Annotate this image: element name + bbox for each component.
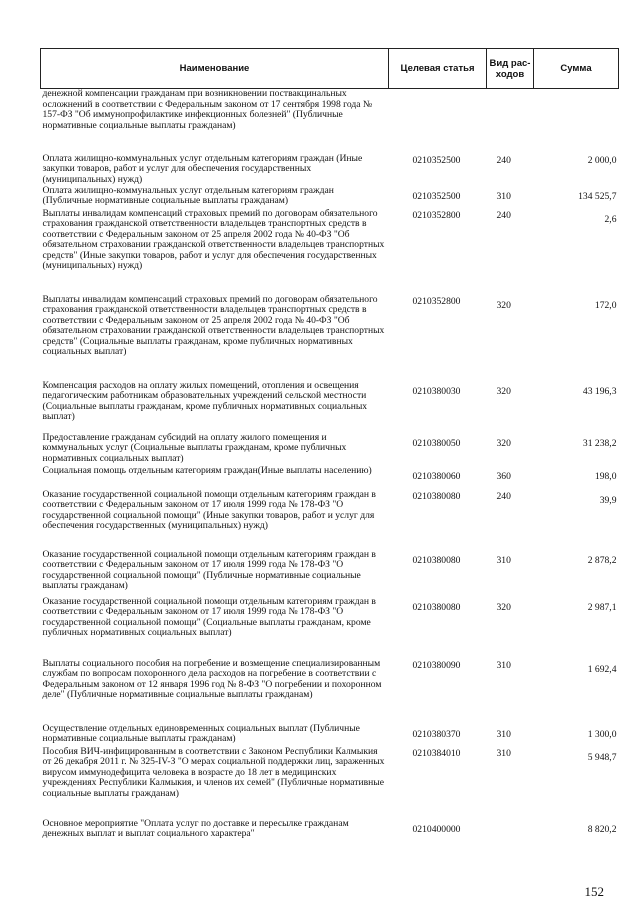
row-sum: 2 878,2 xyxy=(587,554,617,566)
header-sum: Сумма xyxy=(534,49,619,89)
table-row xyxy=(41,433,619,466)
row-sum: 2 000,0 xyxy=(587,154,617,166)
row-name: Оказание государственной социальной помощи отдельным категориям граждан в соответствии с Федеральным законом от 17 июля 1999 года № 178-ФЗ "О государственной социальной помощи" (Социальные выплаты гражданам, кроме публичных нормативных социальных выплат) xyxy=(42,595,376,639)
row-code: 0210380060 xyxy=(412,470,461,482)
row-name: Выплаты инвалидам компенсаций страховых премий по договорам обязательного страхования гражданской ответственности владельцев транспортных средств в соответствии с Федеральным законом от 25 апреля 2002 года № 40-ФЗ "Об обязательном страховании гражданской ответственности владельцев транспортных средств" (Иные закупки товаров, работ и услуг для обеспечения государственных (муниципальных) нужд) xyxy=(42,207,385,272)
table-header-row xyxy=(41,49,619,89)
row-sum: 1 300,0 xyxy=(587,728,617,740)
row-name: Предоставление гражданам субсидий на оплату жилого помещения и коммунальных услуг (Социальные выплаты гражданам, кроме публичных нормативных социальных выплат) xyxy=(42,431,347,464)
row-kind: 240 xyxy=(496,154,511,166)
row-code: 0210400000 xyxy=(412,823,461,835)
row-kind: 320 xyxy=(496,385,511,397)
row-kind: 320 xyxy=(496,601,511,613)
row-code: 0210380080 xyxy=(412,490,461,502)
row-kind: 240 xyxy=(496,490,511,502)
row-name: денежной компенсации гражданам при возникновении поствакцинальных осложнений в соответствии с Федеральным законом от 17 сентября 1998 года № 157-ФЗ "Об иммунопрофилактике инфекционных болезней" (Публичные нормативные социальные выплаты гражданам) xyxy=(42,88,373,131)
row-code: 0210380030 xyxy=(412,385,461,397)
row-code: 0210380080 xyxy=(412,601,461,613)
table-row xyxy=(41,466,619,490)
row-sum: 1 692,4 xyxy=(587,663,617,675)
budget-table xyxy=(40,48,619,845)
row-kind: 310 xyxy=(496,190,511,202)
header-expense-kind: Вид рас-ходов xyxy=(487,49,534,89)
row-code: 0210380080 xyxy=(412,554,461,566)
row-kind xyxy=(487,89,534,154)
row-name: Компенсация расходов на оплату жилых помещений, отопления и освещения педагогическим работникам образовательных учреждений сельской местности (Социальные выплаты гражданам, кроме публичных нормативных социальных выплат) xyxy=(42,379,368,423)
row-name: Оказание государственной социальной помощи отдельным категориям граждан в соответствии с Федеральным законом от 17 июля 1999 года № 178-ФЗ "О государственной социальной помощи" (Публичные нормативные социальные выплаты гражданам) xyxy=(42,548,376,592)
table-row xyxy=(41,89,619,154)
row-code: 0210380370 xyxy=(412,728,461,740)
row-sum: 31 238,2 xyxy=(582,437,617,449)
table-row xyxy=(41,295,619,381)
row-name: Оплата жилищно-коммунальных услуг отдельным категориям граждан (Публичные нормативные социальные выплаты гражданам) xyxy=(42,184,334,207)
page-number: 152 xyxy=(584,884,604,899)
row-name: Выплаты социального пособия на погребение и возмещение специализированным службам по вопросам похоронного дела расходов на погребение в соответствии с Федеральным законом от 12 января 1996 год № 8-ФЗ "О погребении и похоронном деле" (Публичные нормативные социальные выплаты гражданам) xyxy=(42,657,382,701)
table-row xyxy=(41,381,619,433)
table-row xyxy=(41,209,619,295)
row-kind: 320 xyxy=(496,437,511,449)
table-row xyxy=(41,819,619,845)
row-kind: 310 xyxy=(496,659,511,671)
table-row xyxy=(41,747,619,819)
row-kind: 310 xyxy=(496,747,511,759)
row-name: Оказание государственной социальной помощи отдельным категориям граждан в соответствии с Федеральным законом от 17 июля 1999 года № 178-ФЗ "О государственной социальной помощи" (Иные закупки товаров, работ и услуг для обеспечения государственных (муниципальных) нужд) xyxy=(42,488,376,532)
row-kind: 240 xyxy=(496,209,511,221)
row-sum: 39,9 xyxy=(599,494,617,506)
table-row xyxy=(41,186,619,209)
table-row xyxy=(41,724,619,747)
row-code: 0210352500 xyxy=(412,190,461,202)
row-name: Основное мероприятие "Оплата услуг по доставке и пересылке гражданам денежных выплат и выплат социального характера" xyxy=(42,817,349,840)
row-kind xyxy=(487,819,534,845)
row-name: Осуществление отдельных единовременных социальных выплат (Публичные нормативные социальные выплаты гражданам) xyxy=(42,722,360,745)
row-kind: 360 xyxy=(496,470,511,482)
row-code xyxy=(389,89,487,154)
table-row xyxy=(41,490,619,550)
table-row xyxy=(41,550,619,597)
row-kind: 320 xyxy=(496,299,511,311)
row-sum xyxy=(534,89,619,154)
row-name: Оплата жилищно-коммунальных услуг отдельным категориям граждан (Иные закупки товаров, работ и услуг для обеспечения государственных (муниципальных) нужд) xyxy=(42,152,363,185)
row-sum: 2 987,1 xyxy=(587,601,617,613)
row-sum: 8 820,2 xyxy=(587,823,617,835)
row-code: 0210352500 xyxy=(412,154,461,166)
row-code: 0210380050 xyxy=(412,437,461,449)
row-sum: 172,0 xyxy=(594,299,617,311)
row-sum: 43 196,3 xyxy=(582,385,617,397)
row-code: 0210352800 xyxy=(412,209,461,221)
header-target-article: Целевая статья xyxy=(389,49,487,89)
row-sum: 134 525,7 xyxy=(578,190,617,202)
table-row xyxy=(41,597,619,659)
row-kind: 310 xyxy=(496,554,511,566)
row-code: 0210380090 xyxy=(412,659,461,671)
row-name: Социальная помощь отдельным категориям граждан(Иные выплаты населению) xyxy=(42,464,372,476)
header-name: Наименование xyxy=(41,49,389,89)
row-name: Пособия ВИЧ-инфицированным в соответствии с Законом Республики Калмыкия от 26 декабря 2011 г. № 325-IV-З "О мерах социальной поддержки лиц, зараженных вирусом иммунодефицита человека в возрасте до 18 лет в медицинских учреждениях Республики Калмыкия, и членов их семей" (Публичные нормативные социальные выплаты гражданам) xyxy=(42,745,385,799)
row-sum: 5 948,7 xyxy=(587,751,617,763)
row-sum: 198,0 xyxy=(594,470,617,482)
row-code: 0210352800 xyxy=(412,295,461,307)
table-row xyxy=(41,659,619,724)
row-code: 0210384010 xyxy=(412,747,461,759)
row-kind: 310 xyxy=(496,728,511,740)
row-name: Выплаты инвалидам компенсаций страховых премий по договорам обязательного страхования гражданской ответственности владельцев транспортных средств в соответствии с Федеральным законом от 25 апреля 2002 года № 40-ФЗ "Об обязательном страховании гражданской ответственности владельцев транспортных средств" (Социальные выплаты гражданам, кроме публичных нормативных социальных выплат) xyxy=(42,293,385,358)
row-sum: 2,6 xyxy=(604,213,617,225)
table-row xyxy=(41,154,619,186)
